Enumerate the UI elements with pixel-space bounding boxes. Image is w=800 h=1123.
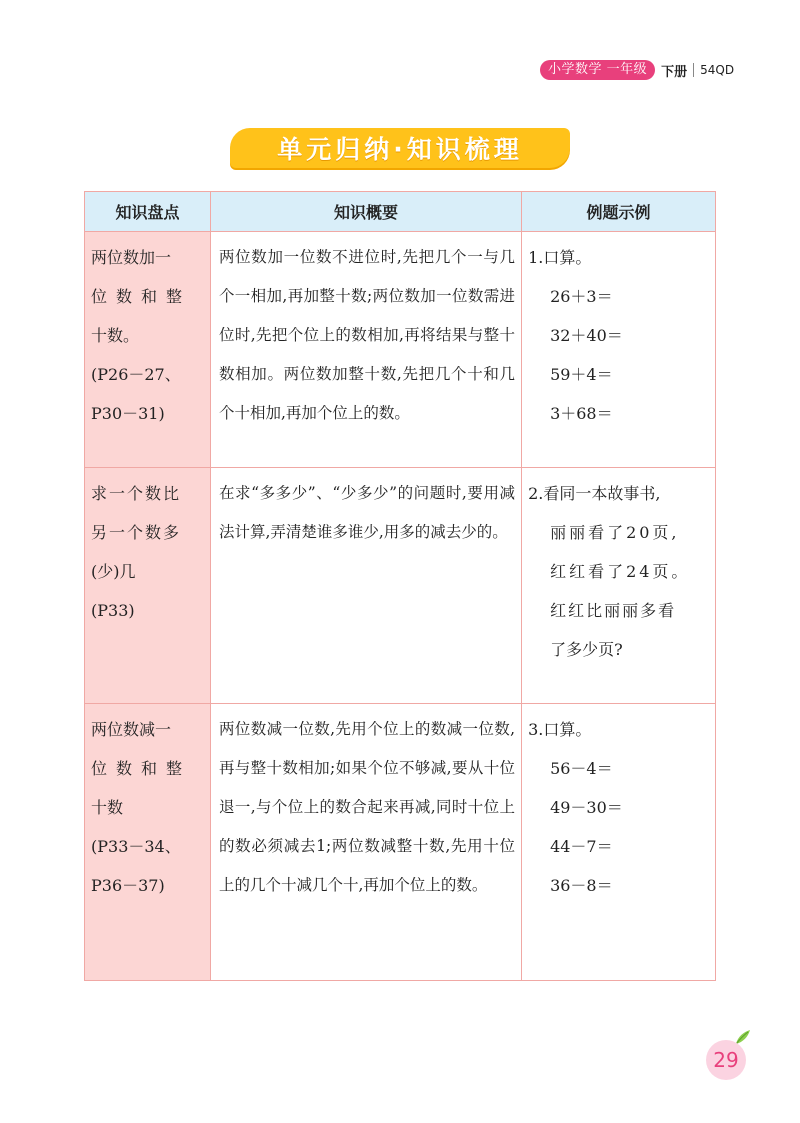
example-cell — [522, 232, 716, 468]
book-header — [540, 58, 734, 82]
example-line: 44－7＝ — [550, 837, 613, 856]
topic-cell — [85, 468, 211, 704]
example-cell — [522, 468, 716, 704]
topic-line: (P26－27、 — [91, 365, 181, 384]
example-line: 红红比丽丽多看 — [550, 601, 677, 620]
topic-line: 两位数加一 — [91, 248, 172, 267]
volume-label: 下册 — [661, 64, 688, 80]
example-line: 3＋68＝ — [550, 404, 613, 423]
section-banner — [230, 128, 570, 168]
table-row — [85, 232, 716, 468]
topic-line: 位数和整 — [91, 759, 192, 778]
table-header-row — [85, 192, 716, 232]
edition-code: 54QD — [700, 63, 735, 77]
topic-cell — [85, 704, 211, 981]
example-line: 49－30＝ — [550, 798, 623, 817]
example-cell — [522, 704, 716, 981]
topic-line: (少)几 — [91, 562, 136, 581]
summary-cell: 两位数减一位数,先用个位上的数减一位数,再与整十数相加;如果个位不够减,要从十位退一,与个位上的数合起来再减,同时十位上的数必须减去1;两位数减整十数,先用十位上的几个十减几个十,再加个位上的数。 — [210, 704, 521, 981]
example-line: 36－8＝ — [550, 876, 613, 895]
example-line: 59＋4＝ — [550, 365, 613, 384]
knowledge-table — [84, 191, 716, 981]
example-line: 3.口算。 — [528, 720, 592, 739]
table-row — [85, 704, 716, 981]
topic-line: P36－37) — [91, 876, 165, 895]
example-line: 了多少页? — [550, 640, 623, 659]
subject-grade-pill: 小学数学 一年级 — [540, 60, 655, 80]
topic-line: (P33) — [91, 601, 135, 620]
topic-line: 十数 — [91, 798, 124, 817]
topic-line: (P33－34、 — [91, 837, 181, 856]
example-line: 32＋40＝ — [550, 326, 623, 345]
page-number: 29 — [706, 1040, 746, 1080]
example-line: 红红看了24页。 — [550, 562, 691, 581]
topic-line: 十数。 — [91, 326, 140, 345]
example-line: 26＋3＝ — [550, 287, 613, 306]
example-line: 56－4＝ — [550, 759, 613, 778]
section-title: 单元归纳·知识梳理 — [277, 135, 523, 164]
summary-cell: 在求“多多少”、“少多少”的问题时,要用减法计算,弄清楚谁多谁少,用多的减去少的。 — [210, 468, 521, 704]
example-line: 1.口算。 — [528, 248, 592, 267]
header-topic: 知识盘点 — [85, 192, 211, 232]
topic-cell — [85, 232, 211, 468]
header-divider — [693, 63, 694, 77]
summary-cell: 两位数加一位数不进位时,先把几个一与几个一相加,再加整十数;两位数加一位数需进位时,先把个位上的数相加,再将结果与整十数相加。两位数加整十数,先把几个十和几个十相加,再加个位上的数。 — [210, 232, 521, 468]
header-summary: 知识概要 — [210, 192, 521, 232]
table-row — [85, 468, 716, 704]
example-line: 丽丽看了20页, — [550, 523, 680, 542]
example-line: 2.看同一本故事书, — [528, 484, 661, 503]
header-example: 例题示例 — [522, 192, 716, 232]
topic-line: P30－31) — [91, 404, 165, 423]
topic-line: 位数和整 — [91, 287, 192, 306]
topic-line: 两位数减一 — [91, 720, 172, 739]
topic-line: 另一个数多 — [91, 523, 182, 542]
topic-line: 求一个数比 — [91, 484, 182, 503]
